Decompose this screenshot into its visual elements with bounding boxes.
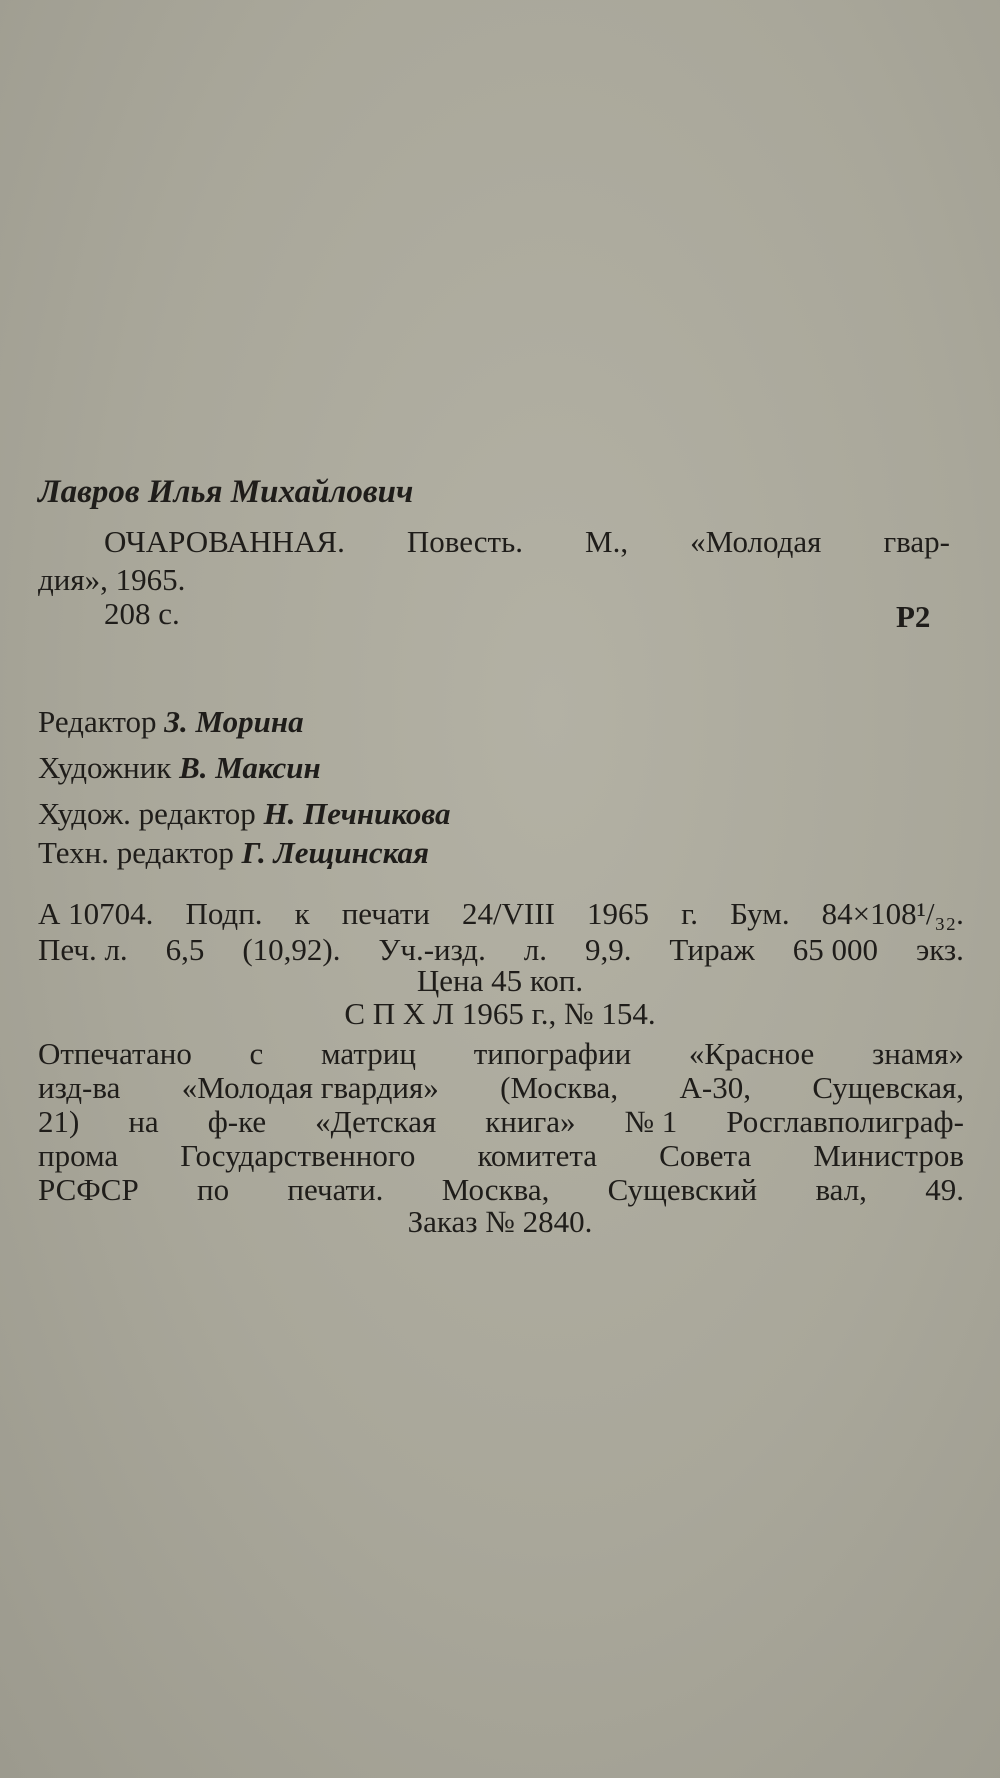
imprint-word: по xyxy=(197,1172,230,1207)
print-info-word: 65 000 xyxy=(792,932,878,967)
print-info-word: А 10704. xyxy=(38,896,154,931)
credit-line xyxy=(38,705,304,739)
imprint-word: «Красное xyxy=(688,1036,815,1071)
credit-line xyxy=(38,836,429,870)
print-info-word: 1965 xyxy=(587,896,650,931)
print-info-word: Уч.-изд. xyxy=(378,932,486,967)
bibliography-word: ОЧАРОВАННАЯ. xyxy=(104,524,345,559)
page-count: 208 с. xyxy=(104,596,180,631)
credit-role: Редактор xyxy=(38,704,165,739)
imprint-word: Сущевская, xyxy=(812,1070,964,1105)
imprint-word: Москва, xyxy=(441,1172,550,1207)
imprint-line-4 xyxy=(38,1139,964,1173)
imprint-word: «Молодая гвардия» xyxy=(181,1070,439,1105)
credit-role: Техн. редактор xyxy=(38,835,242,870)
print-info-word: 9,9. xyxy=(584,932,632,967)
imprint-word: А-30, xyxy=(679,1070,751,1105)
publishing-plan: С П Х Л 1965 г., № 154. xyxy=(344,996,656,1031)
print-info-line-1 xyxy=(38,897,964,931)
imprint-line-5 xyxy=(38,1173,964,1207)
print-info-word: печати xyxy=(341,896,430,931)
imprint-line-3 xyxy=(38,1105,964,1139)
print-info-word: Тираж xyxy=(669,932,755,967)
bibliography-line-1 xyxy=(104,525,950,559)
imprint-word: прома xyxy=(38,1138,119,1173)
credit-line xyxy=(38,797,451,831)
imprint-word: знамя» xyxy=(872,1036,964,1071)
credit-role: Художник xyxy=(38,750,180,785)
classification-index: Р2 xyxy=(896,599,931,634)
imprint-word: РСФСР xyxy=(38,1172,139,1207)
price: Цена 45 коп. xyxy=(416,963,584,998)
imprint-word: Министров xyxy=(813,1138,964,1173)
credit-line xyxy=(38,751,321,785)
print-info-word: 6,5 xyxy=(165,932,205,967)
print-info-word: Бум. xyxy=(730,896,790,931)
imprint-word: Сущевский xyxy=(607,1172,758,1207)
credit-name: З. Морина xyxy=(164,704,304,739)
print-info-line-2 xyxy=(38,933,964,967)
print-info-word: Печ. л. xyxy=(38,932,128,967)
bibliography-word: М., xyxy=(585,524,629,559)
imprint-word: комитета xyxy=(477,1138,598,1173)
imprint-word: матриц xyxy=(321,1036,416,1071)
imprint-word: Отпечатано xyxy=(38,1036,192,1071)
credit-name: Н. Печникова xyxy=(263,796,451,831)
print-info-word: 84×108¹/₃₂. xyxy=(821,896,964,931)
bibliography-line-2: дия», 1965. xyxy=(38,562,186,597)
print-info-word: г. xyxy=(681,896,699,931)
print-info-word: 24/VIII xyxy=(462,896,555,931)
imprint-word: печати. xyxy=(287,1172,384,1207)
bibliography-word: «Молодая xyxy=(690,524,822,559)
imprint-word: книга» xyxy=(485,1104,576,1139)
author-name: Лавров Илья Михайлович xyxy=(38,474,414,510)
imprint-word: ф-ке xyxy=(207,1104,267,1139)
bibliography-word: гвар- xyxy=(883,524,950,559)
imprint-word: вал, xyxy=(815,1172,867,1207)
print-info-word: к xyxy=(294,896,310,931)
imprint-line-1 xyxy=(38,1037,964,1071)
imprint-word: 49. xyxy=(925,1172,964,1207)
imprint-word: «Детская xyxy=(315,1104,437,1139)
imprint-word: Государственного xyxy=(180,1138,416,1173)
order-number: Заказ № 2840. xyxy=(407,1204,593,1239)
imprint-word: типографии xyxy=(473,1036,632,1071)
print-info-word: экз. xyxy=(915,932,964,967)
imprint-word: изд-ва xyxy=(38,1070,121,1105)
imprint-word: Совета xyxy=(659,1138,752,1173)
imprint-word: с xyxy=(249,1036,264,1071)
bibliography-word: Повесть. xyxy=(406,524,523,559)
credit-role: Худож. редактор xyxy=(38,796,264,831)
imprint-word: Росглавполиграф- xyxy=(726,1104,964,1139)
print-info-word: (10,92). xyxy=(242,932,341,967)
imprint-word: (Москва, xyxy=(500,1070,619,1105)
print-info-word: л. xyxy=(523,932,547,967)
print-info-word: Подп. xyxy=(185,896,263,931)
credit-name: В. Максин xyxy=(179,750,321,785)
imprint-word: № 1 xyxy=(624,1104,678,1139)
imprint-line-2 xyxy=(38,1071,964,1105)
credit-name: Г. Лещинская xyxy=(241,835,429,870)
imprint-word: 21) xyxy=(38,1104,80,1139)
imprint-word: на xyxy=(128,1104,159,1139)
